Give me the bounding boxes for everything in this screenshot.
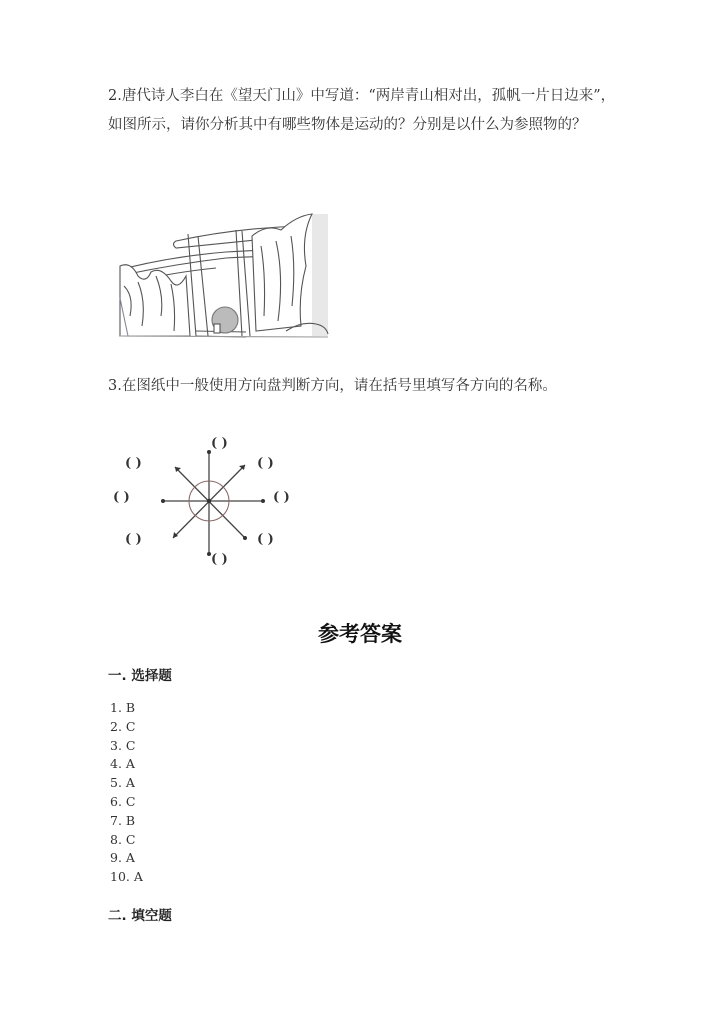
blank-southwest[interactable]: ( ) [125,532,142,547]
answer-item: 10. A [110,869,143,885]
section-heading-multiple-choice: 一. 选择题 [108,668,172,684]
blank-east[interactable]: ( ) [273,490,290,505]
answer-item: 9. A [110,850,135,866]
answer-item: 8. C [110,831,136,847]
answer-item: 1. B [110,700,136,715]
question-2 [108,82,618,140]
blank-southeast[interactable]: ( ) [257,532,274,547]
answer-key-title: 参考答案 [318,622,402,646]
tianmen-mountain-illustration [116,206,332,342]
question-text: 在图纸中一般使用方向盘判断方向，请在括号里填写各方向的名称。 [121,378,557,394]
section-heading-fill-in-blank: 二. 填空题 [108,908,172,924]
blank-south[interactable]: ( ) [211,552,228,567]
answer-item: 6. C [110,793,136,809]
compass-rose-diagram [105,430,335,580]
question-3 [108,372,618,401]
blank-northwest[interactable]: ( ) [125,456,142,471]
question-text: 唐代诗人李白在《望天门山》中写道：“两岸青山相对出，孤帆一片日边来”，如图所示，请你分析其中有哪些物体是运动的？分别是以什么为参照物的？ [108,88,616,133]
blank-north[interactable]: ( ) [211,436,228,451]
answer-list [110,699,143,887]
blank-northeast[interactable]: ( ) [257,456,274,471]
answer-item: 7. B [110,812,136,828]
answer-item: 3. C [110,737,136,753]
question-number: 2. [108,88,122,104]
question-number: 3. [108,378,122,394]
blank-west[interactable]: ( ) [113,490,130,505]
answer-item: 5. A [110,775,135,791]
answer-item: 2. C [110,718,136,734]
answer-item: 4. A [110,756,135,772]
